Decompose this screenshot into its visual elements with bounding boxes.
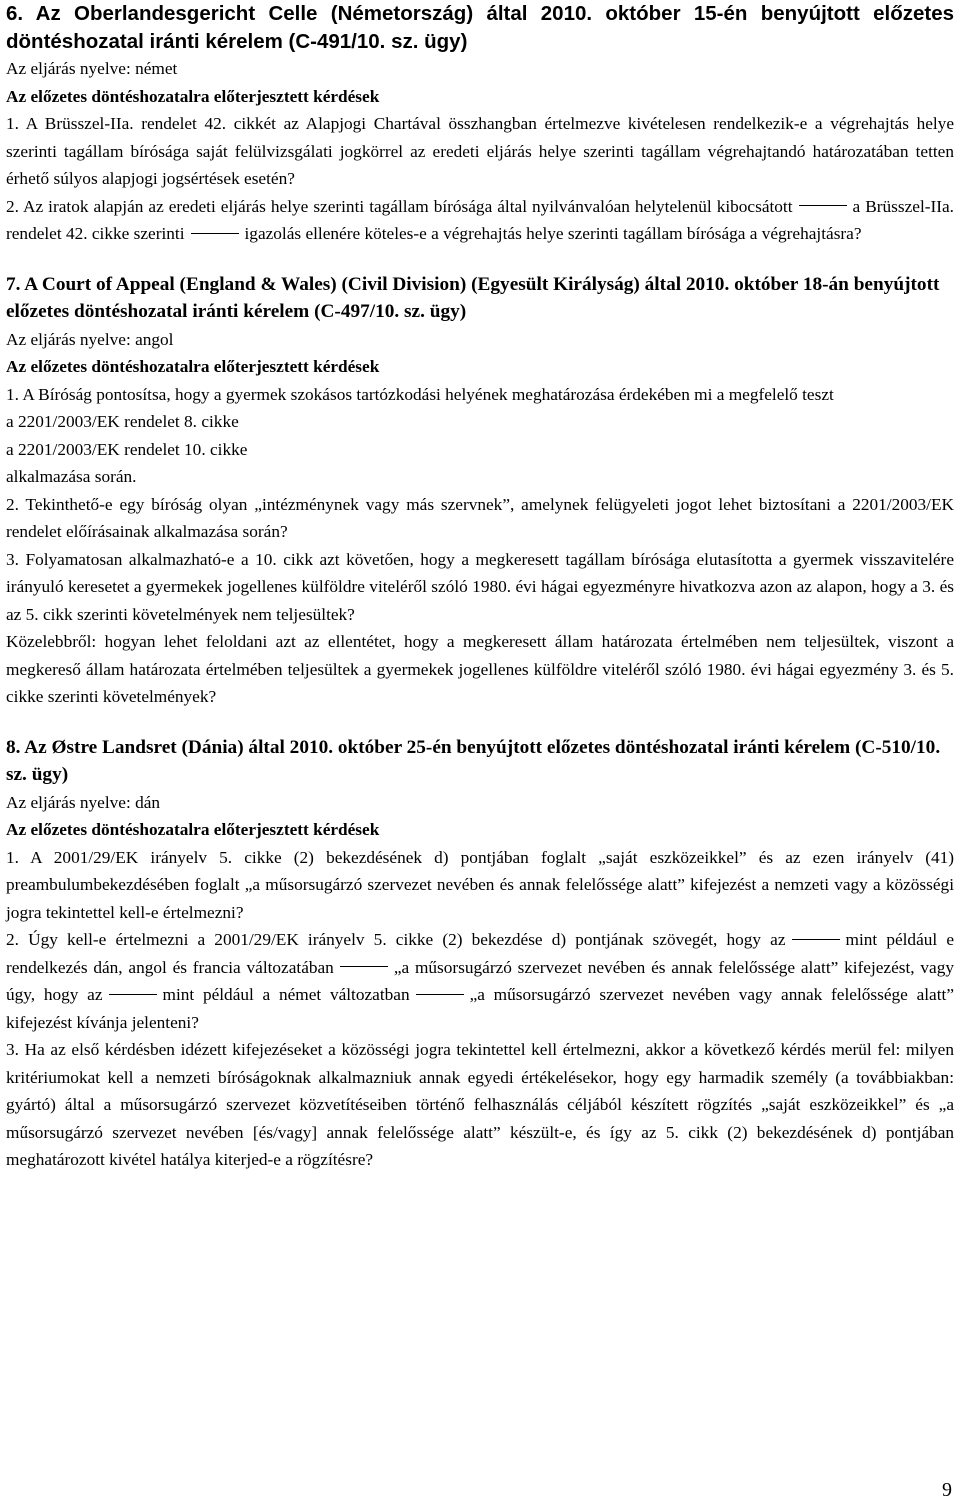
- question-2-part-1: 2. Úgy kell-e értelmezni a 2001/29/EK irányelv 5. cikke (2) bekezdése d) pontjának szövegét, hogy az: [6, 930, 786, 949]
- dash-separator: [799, 205, 847, 206]
- dash-separator: [416, 994, 464, 995]
- question-2: [6, 926, 954, 1036]
- section-8: [6, 734, 954, 1174]
- question-2: [6, 193, 954, 248]
- procedure-language: Az eljárás nyelve: angol: [6, 329, 174, 349]
- dash-separator: [340, 966, 388, 967]
- questions-heading: Az előzetes döntéshozatalra előterjesztett kérdések: [6, 86, 380, 106]
- question-1-end: alkalmazása során.: [6, 467, 137, 486]
- question-1: 1. A 2001/29/EK irányelv 5. cikke (2) bekezdésének d) pontjában foglalt „saját eszközeikkel” és az ezen irányelv (41) preambulumbekezdésében foglalt „a műsorsugárzó szervezet nevében és annak felelőssége alatt” kifejezést a nemzeti vagy a közösségi jogra tekintettel kell-e értelmezni?: [6, 847, 954, 922]
- procedure-language: Az eljárás nyelve: német: [6, 59, 178, 78]
- questions-heading: Az előzetes döntéshozatalra előterjesztett kérdések: [6, 357, 380, 376]
- question-3: 3. Folyamatosan alkalmazható-e a 10. cikk azt követően, hogy a megkeresett tagállam bírósága elutasította a gyermek visszavitelére irányuló keresetet a gyermekek jogellenes külföldre viteléről szóló 1980. évi hágai egyezményre hivatkozva azon az alapon, hogy a 3. és az 5. cikk szerinti követelmények nem teljesültek?: [6, 549, 954, 624]
- dash-separator: [191, 233, 239, 234]
- question-2: 2. Tekinthető-e egy bíróság olyan „intézménynek vagy más szervnek”, amelynek felügyeleti jogot lehet biztosítani a 2201/2003/EK rendelet előírásainak alkalmazása során?: [6, 494, 954, 541]
- section-7: [6, 271, 954, 711]
- question-1: 1. A Brüsszel-IIa. rendelet 42. cikkét az Alapjogi Chartával összhangban értelmezve kivételesen rendelkezik-e a végrehajtás helye szerinti tagállam bírósága saját felülvizsgálati jogkörrel az eredeti eljárás helye szerinti tagállam végrehajtandó határozatában tetten érhető súlyos alapjogi jogsértések esetén?: [6, 114, 954, 188]
- section-title: 7. A Court of Appeal (England & Wales) (Civil Division) (Egyesült Királyság) által 2010. október 18-án benyújtott előzetes döntéshozatal iránti kérelem (C-497/10. sz. ügy): [6, 273, 940, 322]
- section-title: 8. Az Østre Landsret (Dánia) által 2010. október 25-én benyújtott előzetes döntéshozatal iránti kérelem (C-510/10. sz. ügy): [6, 736, 941, 785]
- question-2-part-4: mint például a német változatban: [162, 985, 410, 1004]
- question-2-part-2: mint például e rendelkezés dán, angol és francia változatában: [6, 930, 954, 977]
- questions-heading: Az előzetes döntéshozatalra előterjesztett kérdések: [6, 820, 380, 839]
- question-2-part-2: a Brüsszel-IIa. rendelet 42. cikke szerinti: [6, 196, 954, 243]
- dash-separator: [109, 994, 157, 995]
- question-2-part-5: „a műsorsugárzó szervezet nevében vagy annak felelőssége alatt” kifejezést kívánja jelenteni?: [6, 985, 954, 1032]
- question-1: 1. A Bíróság pontosítsa, hogy a gyermek szokásos tartózkodási helyének meghatározása érdekében mi a megfelelő teszt: [6, 384, 834, 404]
- procedure-language: Az eljárás nyelve: dán: [6, 792, 161, 812]
- question-2-part-1: 2. Az iratok alapján az eredeti eljárás helye szerinti tagállam bírósága által nyilvánvalóan helytelenül kibocsátott: [6, 196, 793, 216]
- page-number: 9: [942, 1479, 952, 1501]
- section-6: [6, 0, 954, 248]
- dash-separator: [792, 939, 840, 940]
- document-body: [6, 0, 954, 1174]
- question-2-part-3: „a műsorsugárzó szervezet nevében és annak felelőssége alatt” kifejezést, vagy úgy, hogy az: [6, 957, 954, 1004]
- question-1-item-b: a 2201/2003/EK rendelet 10. cikke: [6, 439, 248, 459]
- question-3-detail: Közelebbről: hogyan lehet feloldani azt az ellentétet, hogy a megkeresett állam határozata értelmében nem teljesültek, viszont a megkereső állam határozata értelmében teljesültek a gyermekek jogellenes külföldre viteléről szóló 1980. évi hágai egyezmény 3. és 5. cikke szerinti követelmények?: [6, 632, 954, 706]
- question-1-item-a: a 2201/2003/EK rendelet 8. cikke: [6, 412, 239, 431]
- question-3: 3. Ha az első kérdésben idézett kifejezéseket a közösségi jogra tekintettel kell értelmezni, akkor a következő kérdés merül fel: milyen kritériumokat kell a nemzeti bíróságoknak alkalmazniuk annak egyedi értékelésekor, hogy egy harmadik személy (a továbbiakban: gyártó) által a műsorsugárzó szervezet közvetítéseiben történő felhasználás céljából készített rögzítés „saját eszközeikkel” és „a műsorsugárzó szervezet nevében [és/vagy] annak felelőssége alatt” készült-e, és így az 5. cikk (2) bekezdésének d) pontjában meghatározott kivétel hatálya kiterjed-e a rögzítésre?: [6, 1040, 954, 1169]
- section-title: 6. Az Oberlandesgericht Celle (Németország) által 2010. október 15-én benyújtott előzetes döntéshozatal iránti kérelem (C-491/10. sz. ügy): [6, 2, 954, 53]
- question-2-part-3: igazolás ellenére köteles-e a végrehajtás helye szerinti tagállam bírósága a végrehajtásra?: [244, 224, 862, 243]
